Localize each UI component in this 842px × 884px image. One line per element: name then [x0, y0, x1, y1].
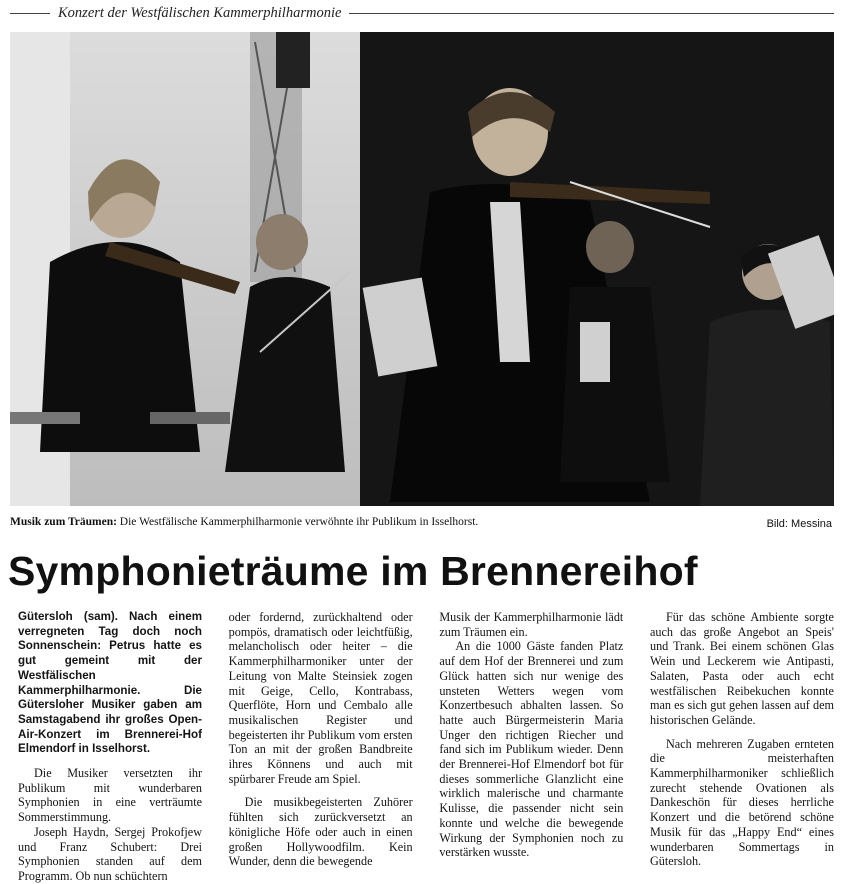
article-paragraph: An die 1000 Gäste fanden Platz auf dem Hof der Brennerei und zum Glück hatten sich nur wenige des unsteten Wetters wegen vom Konzertbesuch abhalten lassen. So hatte auch Bürgermeisterin Maria Unger den richtigen Riecher und fand sich im Publikum wieder. Denn der Brennerei-Hof Elmendorf bot für dieses sommerliche Glanzlicht eine wirklich malerische und charmante Kulisse, die passender nicht sein konnte und welche die bewegende Wirkung der Symphonien noch zu verstärken wusste. [439, 639, 624, 860]
kicker-rule-left [10, 13, 50, 14]
article-paragraph: oder fordernd, zurückhaltend oder pompös, dramatisch oder leichtfüßig, melancholisch oder heiter – die Kammerphilharmoniker unter der Leitung von Malte Steinsiek zogen mit Geige, Cello, Kontrabass, Querflöte, Horn und Cembalo alle musikalischen Register und begeisterten ihr Publikum vom ersten Ton an mit der großen Bandbreite ihres Könnens und auch mit spürbarer Freude am Spiel. [228, 610, 413, 786]
article-columns [18, 610, 834, 883]
article-column-3 [439, 610, 623, 866]
article-paragraph: Musik der Kammerphilharmonie lädt zum Träumen ein. [439, 610, 624, 639]
article-paragraph: Nach mehreren Zugaben ernteten die meisterhaften Kammerphilharmoniker schließlich zurecht stehende Ovationen als Dankeschön für dieses herrliche Konzert und die betörend schöne Musik für das „Happy End“ eines wunderbaren Sommertags in Gütersloh. [649, 736, 834, 869]
article-column-1 [18, 610, 202, 883]
article-paragraph: Die musikbegeisterten Zuhörer fühlten sich zurückversetzt an königliche Höfe oder auch in einen großen Hollywoodfilm. Kein Wunder, denn die bewegende [228, 795, 413, 869]
caption-text: Die Westfälische Kammerphilharmonie verwöhnte ihr Publikum in Isselhorst. [119, 516, 479, 528]
orchestra-photo-icon [10, 32, 834, 506]
section-kicker: Konzert der Westfälischen Kammerphilharmonie [58, 4, 342, 21]
caption-lead: Musik zum Träumen: [10, 516, 117, 528]
article-paragraph: Die Musiker versetzten ihr Publikum mit wunderbaren Symphonien in eine verträumte Sommerstimmung. [18, 766, 202, 825]
orchestra-photo [10, 32, 834, 506]
photo-credit: Bild: Messina [766, 518, 832, 530]
photo-caption [10, 516, 478, 528]
photo-caption-row [10, 516, 832, 534]
article-lead: Gütersloh (sam). Nach einem verregneten Tag doch noch Sonnenschein: Petrus hatte es gut gemeint mit der Westfälischen Kammerphilharmonie. Die Gütersloher Musiker gaben am Samstagabend ihr großes Open-Air-Konzert im Brennerei-Hof Elmendorf in Isselhorst. [18, 610, 202, 756]
article-column-4 [649, 610, 834, 869]
kicker-rule-right [349, 13, 834, 14]
article-paragraph: Für das schöne Ambiente sorgte auch das große Angebot an Speis' und Trank. Bei einem schönen Glas Wein und Leckerem wie Antipasti, Salaten, Pasta oder auch echt westfälischen Reibekuchen konnte man es sich gut gehen lassen auf dem historischen Gelände. [649, 610, 834, 727]
article-paragraph: Joseph Haydn, Sergej Prokofjew und Franz Schubert: Drei Symphonien standen auf dem Programm. Ob nun schüchtern [18, 824, 202, 883]
article-headline: Symphonieträume im Brennereihof [8, 548, 698, 594]
section-kicker-row [10, 4, 834, 22]
article-column-2 [228, 610, 413, 869]
